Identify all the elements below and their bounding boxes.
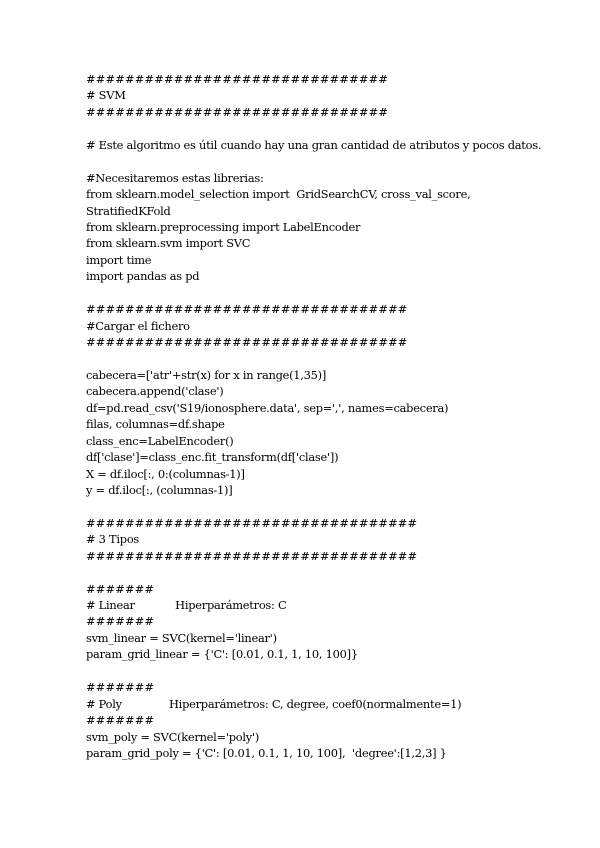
comment-line: # Este algoritmo es útil cuando hay una gran cantidad de atributos y pocos datos. — [86, 137, 542, 152]
section-title-tipos: # 3 Tipos — [86, 532, 140, 547]
separator-line: ################################## — [86, 548, 418, 563]
code-line: df['clase']=class_enc.fit_transform(df['clase']) — [86, 450, 339, 465]
code-line: svm_poly = SVC(kernel='poly') — [86, 729, 260, 744]
code-line: import pandas as pd — [86, 269, 200, 284]
separator-line: ####### — [86, 614, 155, 629]
code-line: svm_linear = SVC(kernel='linear') — [86, 630, 277, 645]
separator-line: ################################## — [86, 515, 418, 530]
blank-line — [86, 564, 586, 580]
code-line: y = df.iloc[:, (columnas-1)] — [86, 482, 233, 497]
code-line: from sklearn.svm import SVC — [86, 236, 251, 251]
code-line: cabecera.append('clase') — [86, 384, 224, 399]
blank-line — [86, 498, 586, 514]
blank-line — [86, 120, 586, 136]
code-line: df=pd.read_csv('S19/ionosphere.data', sep=',', names=cabecera) — [86, 400, 449, 415]
code-line: param_grid_poly = {'C': [0.01, 0.1, 1, 10, 100], 'degree':[1,2,3] } — [86, 745, 447, 760]
code-line: cabecera=['atr'+str(x) for x in range(1,35)] — [86, 367, 327, 382]
separator-line: ############################### — [86, 72, 389, 86]
separator-line: ################################# — [86, 335, 408, 349]
separator-line: ####### — [86, 581, 155, 596]
blank-line — [86, 153, 586, 169]
blank-line — [86, 663, 586, 679]
code-listing — [86, 71, 586, 761]
section-title-cargar: #Cargar el fichero — [86, 318, 190, 333]
separator-line: ################################# — [86, 302, 408, 317]
blank-line — [86, 285, 586, 301]
code-line: filas, columnas=df.shape — [86, 417, 225, 432]
separator-line: ####### — [86, 713, 155, 728]
section-title-svm: # SVM — [86, 88, 126, 103]
separator-line: ############################### — [86, 104, 389, 119]
subsection-title-poly: # Poly Hiperparámetros: C, degree, coef0(normalmente=1) — [86, 696, 462, 711]
separator-line: ####### — [86, 680, 155, 695]
code-line: from sklearn.preprocessing import LabelEncoder — [86, 219, 361, 234]
comment-line: #Necesitaremos estas librerias: — [86, 170, 264, 185]
subsection-title-linear: # Linear Hiperparámetros: C — [86, 598, 287, 612]
code-line: StratifiedKFold — [86, 203, 171, 218]
blank-line — [86, 350, 586, 366]
code-line: from sklearn.model_selection import GridSearchCV, cross_val_score, — [86, 187, 471, 202]
code-line: class_enc=LabelEncoder() — [86, 433, 234, 448]
code-line: X = df.iloc[:, 0:(columnas-1)] — [86, 466, 245, 481]
code-line: import time — [86, 252, 152, 267]
code-line: param_grid_linear = {'C': [0.01, 0.1, 1, 10, 100]} — [86, 647, 358, 662]
